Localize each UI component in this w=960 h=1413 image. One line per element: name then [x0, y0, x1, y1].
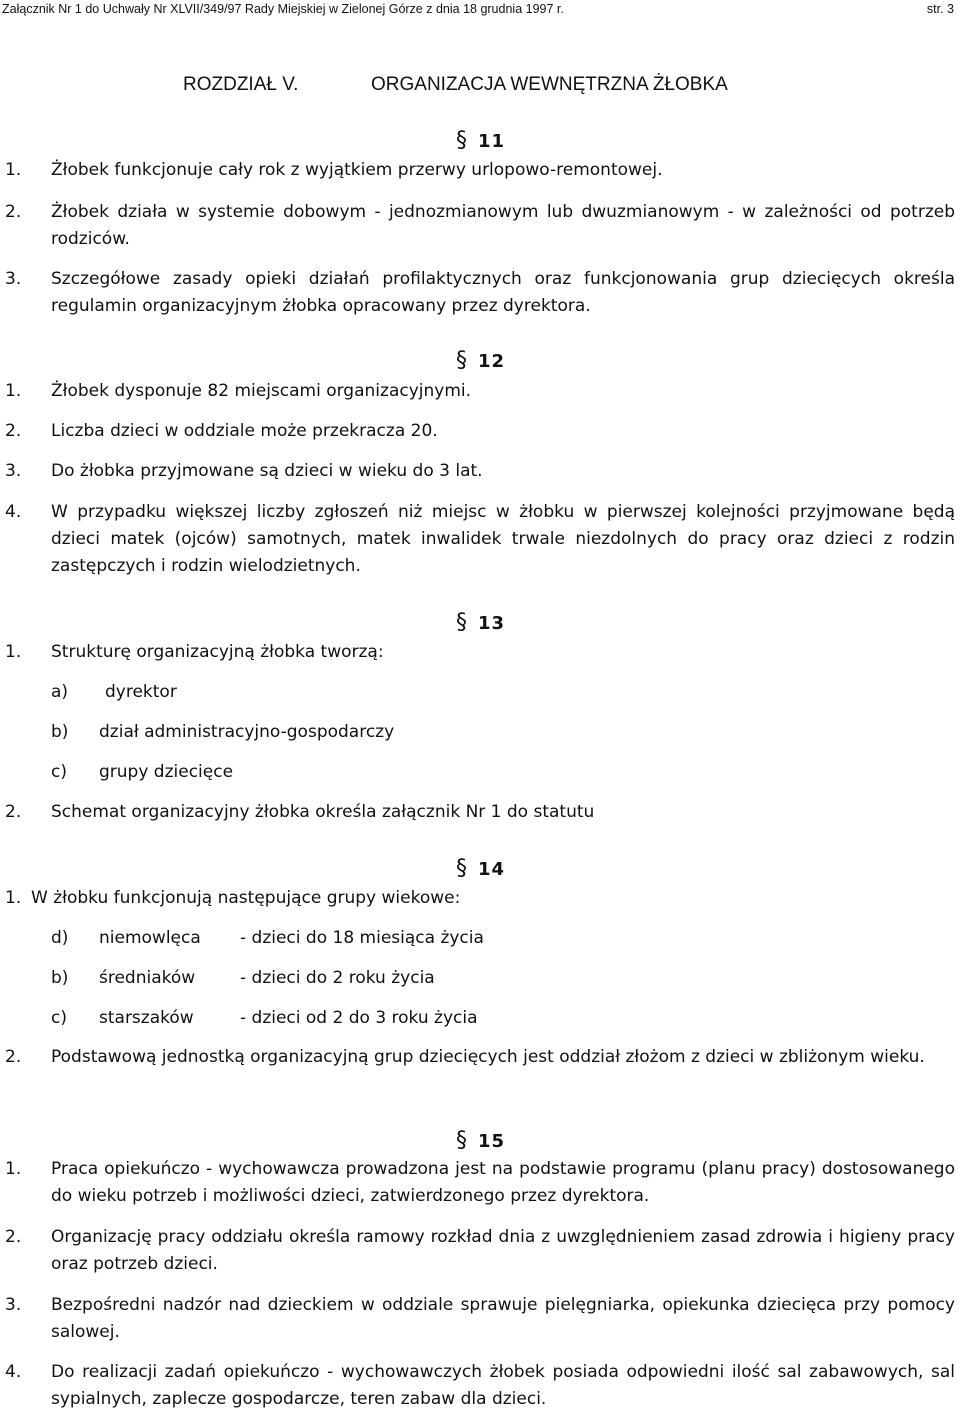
header-title: Załącznik Nr 1 do Uchwały Nr XLVII/349/97 Rady Miejskiej w Zielonej Górze z dnia 18 grudnia 1997 r. [2, 2, 564, 16]
paragraph-number: 2. [5, 802, 22, 822]
chapter-number: ROZDZIAŁ V. [183, 74, 299, 95]
paragraph-number: 1. [5, 888, 22, 908]
paragraph-text: W przypadku większej liczby zgłoszeń niż miejsc w żłobku w pierwszej kolejności przyjmowane będą dzieci matek (ojców) samotnych, matek inwalidek trwale niezdolnych do pracy oraz dzieci z rodzin zastępczych i rodzin wielodzietnych. [51, 502, 955, 576]
paragraph-text: Bezpośredni nadzór nad dzieckiem w oddziale sprawuje pielęgniarka, opiekunka dziecięca przy pomocy salowej. [51, 1295, 955, 1342]
paragraph-text: Żłobek funkcjonuje cały rok z wyjątkiem przerwy urlopowo-remontowej. [51, 160, 663, 180]
section-number: 11 [478, 131, 506, 152]
section-mark: § [456, 128, 468, 153]
section-number: 12 [478, 351, 506, 372]
paragraph-number: 1. [5, 1159, 22, 1179]
paragraph-number: 2. [5, 421, 22, 441]
paragraph-number: 1. [5, 160, 22, 180]
list-item-letter: d) [51, 928, 69, 948]
paragraph-number: 4. [5, 502, 22, 522]
paragraph-number: 3. [5, 1295, 22, 1315]
list-item-text: średniaków [99, 968, 196, 988]
paragraph-text: Szczegółowe zasady opieki działań profilaktycznych oraz funkcjonowania grup dziecięcych określa regulamin organizacyjnym żłobka opracowany przez dyrektora. [51, 269, 955, 316]
list-item-text: niemowlęca [99, 928, 201, 948]
paragraph-text: Do żłobka przyjmowane są dzieci w wieku do 3 lat. [51, 461, 483, 481]
list-item-letter: c) [51, 1008, 67, 1028]
paragraph-text: Żłobek działa w systemie dobowym - jednozmianowym lub dwuzmianowym - w zależności od potrzeb rodziców. [51, 202, 955, 249]
paragraph-text: Praca opiekuńczo - wychowawcza prowadzona jest na podstawie programu (planu pracy) dostosowanego do wieku potrzeb i możliwości dzieci, zatwierdzonego przez dyrektora. [51, 1159, 955, 1206]
list-item-text: dział administracyjno-gospodarczy [99, 722, 395, 742]
paragraph-number: 3. [5, 269, 22, 289]
list-item-text: starszaków [99, 1008, 194, 1028]
section-mark: § [456, 348, 468, 373]
paragraph-text: W żłobku funkcjonują następujące grupy wiekowe: [31, 888, 461, 908]
paragraph-text: Do realizacji zadań opiekuńczo - wychowawczych żłobek posiada odpowiedni ilość sal zabawowych, sal sypialnych, zaplecze gospodarcze, teren zabaw dla dzieci. [51, 1362, 955, 1409]
paragraph-number: 2. [5, 202, 22, 222]
list-item-letter: a) [51, 682, 69, 702]
paragraph-number: 2. [5, 1047, 22, 1067]
paragraph-number: 2. [5, 1227, 22, 1247]
paragraph-text: Schemat organizacyjny żłobka określa załącznik Nr 1 do statutu [51, 802, 595, 822]
section-number: 14 [478, 859, 506, 880]
list-item-description: - dzieci do 2 roku życia [240, 968, 435, 988]
section-heading-11 [456, 128, 505, 153]
section-mark: § [456, 856, 468, 881]
chapter-title: ORGANIZACJA WEWNĘTRZNA ŻŁOBKA [371, 74, 728, 95]
section-number: 13 [478, 613, 506, 634]
paragraph-text: Podstawową jednostką organizacyjną grup dziecięcych jest oddział złożom z dzieci w zbliżonym wieku. [51, 1047, 925, 1067]
paragraph-number: 4. [5, 1362, 22, 1382]
list-item-text: grupy dziecięce [99, 762, 234, 782]
section-mark: § [456, 1128, 468, 1153]
section-heading-15 [456, 1128, 505, 1153]
section-number: 15 [478, 1131, 506, 1152]
paragraph-number: 1. [5, 381, 22, 401]
section-mark: § [456, 610, 468, 635]
section-heading-14 [456, 856, 505, 881]
section-heading-13 [456, 610, 505, 635]
list-item-letter: c) [51, 762, 67, 782]
paragraph-text: Organizację pracy oddziału określa ramowy rozkład dnia z uwzględnieniem zasad zdrowia i higieny pracy oraz potrzeb dzieci. [51, 1227, 955, 1274]
list-item-letter: b) [51, 722, 69, 742]
page-number: str. 3 [926, 2, 954, 16]
paragraph-text: Żłobek dysponuje 82 miejscami organizacyjnymi. [51, 381, 472, 401]
paragraph-number: 3. [5, 461, 22, 481]
list-item-description: - dzieci do 18 miesiąca życia [240, 928, 484, 948]
list-item-letter: b) [51, 968, 69, 988]
section-heading-12 [456, 348, 505, 373]
list-item-text: dyrektor [105, 682, 177, 702]
paragraph-text: Strukturę organizacyjną żłobka tworzą: [51, 642, 384, 662]
list-item-description: - dzieci od 2 do 3 roku życia [240, 1008, 478, 1028]
paragraph-text: Liczba dzieci w oddziale może przekracza 20. [51, 421, 438, 441]
paragraph-number: 1. [5, 642, 22, 662]
page-header [2, 2, 954, 16]
